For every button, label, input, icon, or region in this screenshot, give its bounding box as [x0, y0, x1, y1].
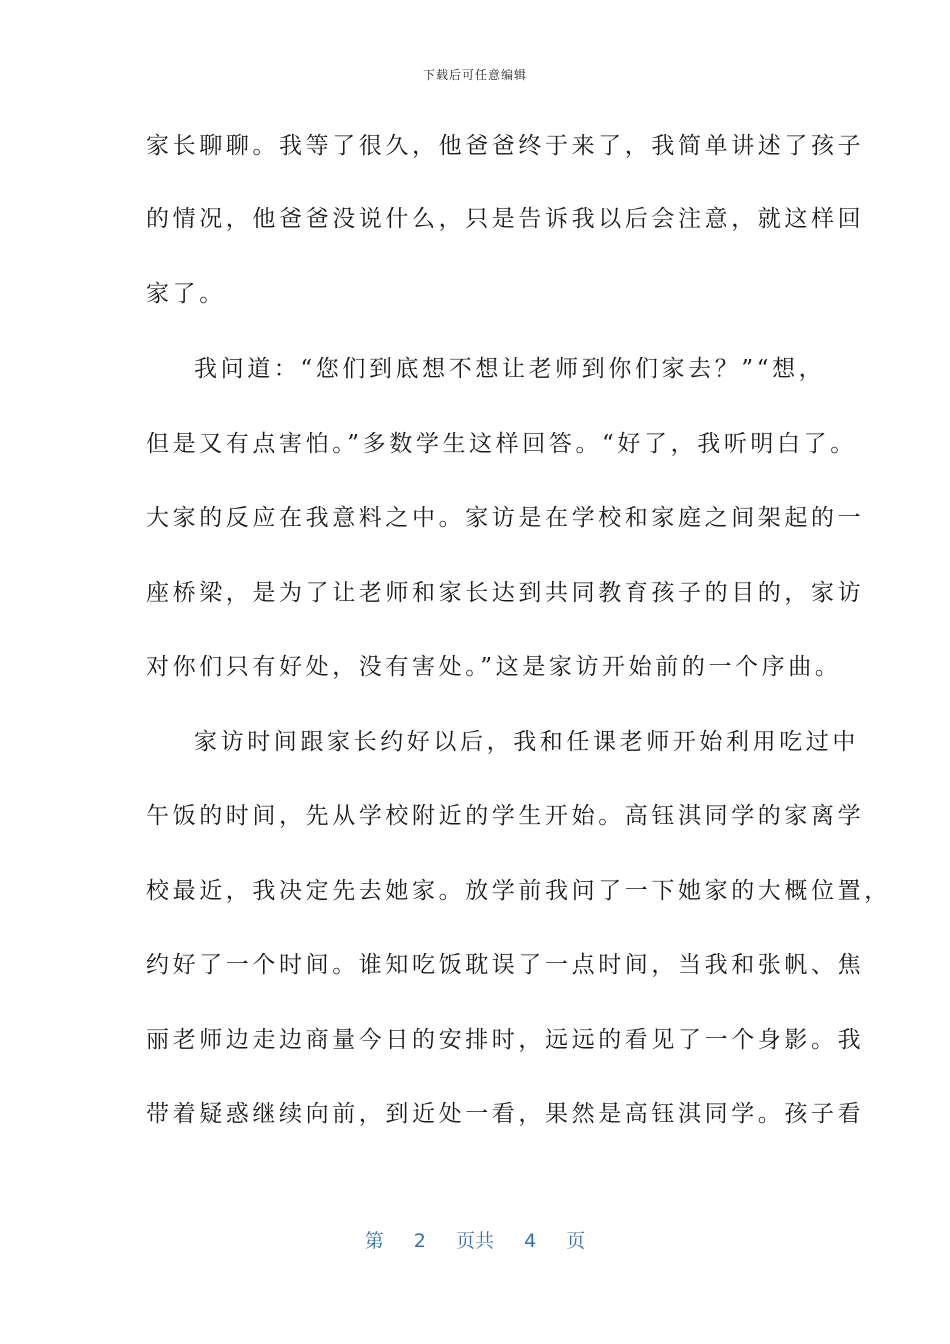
paragraph-line: 丽老师边走边商量今日的安排时，远远的看见了一个身影。我: [146, 1027, 865, 1053]
paragraph-line: 约好了一个时间。谁知吃饭耽误了一点时间，当我和张帆、焦: [146, 952, 865, 978]
page-number-footer: [0, 1226, 950, 1253]
page-header-note: 下载后可任意编辑: [422, 68, 527, 82]
paragraph-line: 带着疑惑继续向前，到近处一看，果然是高钰淇同学。孩子看: [146, 1101, 865, 1127]
footer-prefix: 第: [364, 1230, 384, 1252]
paragraph-line: 家了。: [146, 281, 226, 307]
paragraph-line: 但是又有点害怕。”多数学生这样回答。“好了，我听明白了。: [146, 431, 857, 457]
footer-suffix: 页: [566, 1230, 586, 1252]
paragraph-line: 对你们只有好处，没有害处。”这是家访开始前的一个序曲。: [146, 654, 842, 680]
paragraph-line: 的情况，他爸爸没说什么，只是告诉我以后会注意，就这样回: [146, 206, 865, 232]
paragraph-line: 家访时间跟家长约好以后，我和任课老师开始利用吃过中: [194, 729, 859, 755]
paragraph-line: 我问道：“您们到底想不想让老师到你们家去？”“想，: [194, 356, 826, 382]
current-page-number: 2: [413, 1230, 426, 1252]
paragraph-line: 午饭的时间，先从学校附近的学生开始。高钰淇同学的家离学: [146, 803, 865, 829]
paragraph-line: 校最近，我决定先去她家。放学前我问了一下她家的大概位置，: [146, 878, 891, 904]
paragraph-line: 座桥梁，是为了让老师和家长达到共同教育孩子的目的，家访: [146, 580, 865, 606]
paragraph-line: 大家的反应在我意料之中。家访是在学校和家庭之间架起的一: [146, 505, 865, 531]
footer-middle: 页共: [455, 1230, 494, 1252]
total-pages-number: 4: [524, 1230, 537, 1252]
paragraph-line: 家长聊聊。我等了很久，他爸爸终于来了，我简单讲述了孩子: [146, 133, 865, 159]
